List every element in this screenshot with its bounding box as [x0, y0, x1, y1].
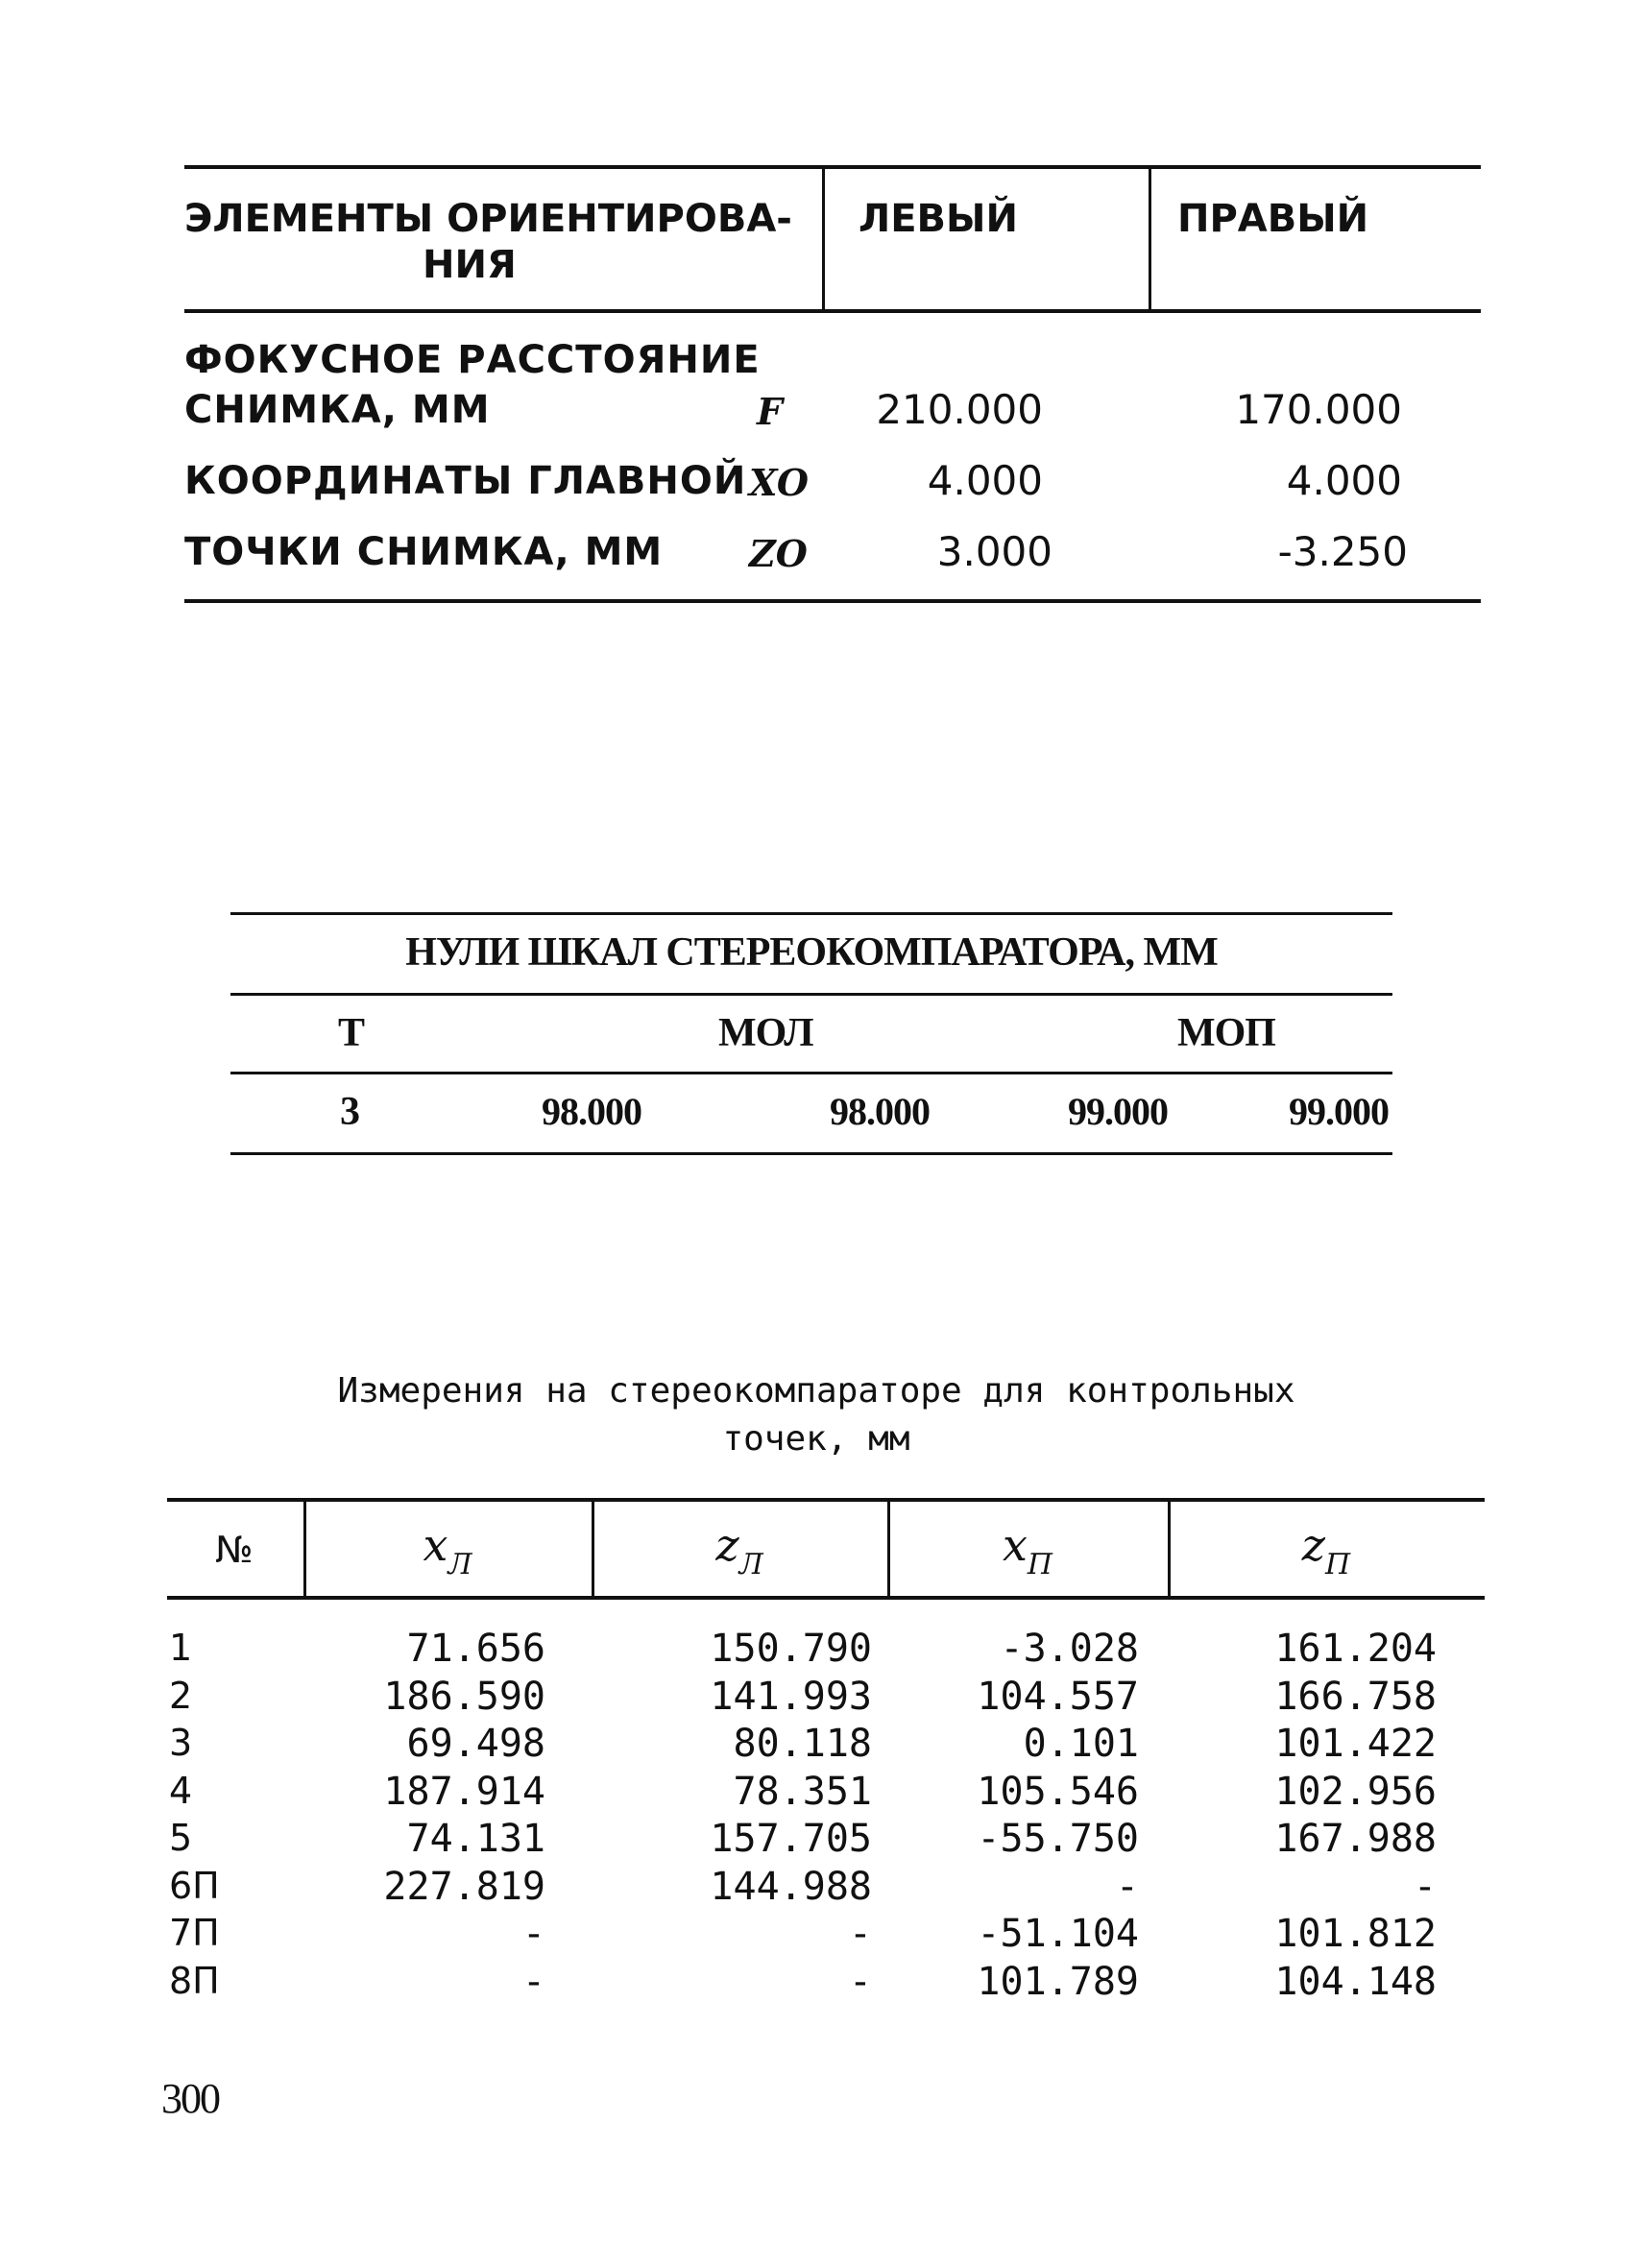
cell-x-right: 101.789 [977, 1960, 1139, 2004]
caption-line1: Измерения на стереокомпараторе для контрольных [337, 1371, 1295, 1411]
cell-x-left: 187.914 [383, 1770, 545, 1814]
header-right: ПРАВЫЙ [1177, 197, 1369, 241]
left-value: 210.000 [876, 386, 1043, 433]
cell-x-right: 0.101 [1023, 1722, 1139, 1766]
table-rule-header [184, 309, 1481, 313]
header-x-left: $x_Л$ [423, 1519, 472, 1581]
cell-x-right: -55.750 [977, 1817, 1139, 1861]
cell-z-left: - [848, 1912, 872, 1956]
cell-x-right: -3.028 [1000, 1627, 1139, 1671]
row-symbol: XO [749, 461, 809, 504]
cell-mol-2: 98.000 [830, 1090, 930, 1133]
cell-z-left: - [848, 1960, 872, 2004]
cell-z-right: 101.812 [1274, 1912, 1437, 1956]
cell-x-right: - [1115, 1865, 1139, 1909]
table-rule-header [230, 1072, 1392, 1074]
cell-x-right: 105.546 [977, 1770, 1139, 1814]
table-rule-top [230, 912, 1392, 915]
table-rule-bottom [184, 599, 1481, 603]
row-symbol: F [757, 390, 783, 433]
row-number: 7П [169, 1912, 220, 1954]
cell-z-left: 157.705 [710, 1817, 872, 1861]
right-value: -3.250 [1277, 528, 1408, 575]
cell-z-left: 141.993 [710, 1675, 872, 1719]
row-number: 6П [169, 1865, 220, 1907]
cell-z-left: 144.988 [710, 1865, 872, 1909]
cell-x-left: 227.819 [383, 1865, 545, 1909]
left-value: 4.000 [927, 457, 1043, 504]
header-z-left: $z_Л$ [715, 1519, 763, 1581]
header-x-right: $x_П$ [1002, 1519, 1053, 1581]
header-left: ЛЕВЫЙ [859, 197, 1018, 241]
left-value: 3.000 [936, 528, 1052, 575]
cell-z-left: 80.118 [733, 1722, 872, 1766]
header-elements-line2: НИЯ [423, 243, 517, 287]
row-number: 1 [169, 1627, 193, 1669]
right-value: 170.000 [1235, 386, 1402, 433]
caption-line2: точек, мм [722, 1419, 910, 1459]
row-number: 4 [169, 1770, 193, 1812]
table-rule-top [167, 1498, 1485, 1502]
header-number: № [215, 1529, 254, 1571]
header-mop: МОП [1177, 1011, 1275, 1055]
cell-t: 3 [340, 1090, 359, 1134]
cell-x-left: 74.131 [406, 1817, 545, 1861]
cell-x-right: 104.557 [977, 1675, 1139, 1719]
table-rule-bottom [230, 1152, 1392, 1155]
cell-z-right: 161.204 [1274, 1627, 1437, 1671]
cell-z-right: 167.988 [1274, 1817, 1437, 1861]
row-number: 5 [169, 1817, 193, 1859]
cell-z-right: 104.148 [1274, 1960, 1437, 2004]
table-rule-top [184, 165, 1481, 169]
cell-x-right: -51.104 [977, 1912, 1139, 1956]
row-label: ФОКУСНОЕ РАССТОЯНИЕ [184, 338, 761, 382]
cell-x-left: 186.590 [383, 1675, 545, 1719]
table-title: НУЛИ ШКАЛ СТЕРЕОКОМПАРАТОРА, ММ [405, 930, 1218, 975]
row-number: 2 [169, 1675, 193, 1717]
row-symbol: ZO [749, 532, 808, 575]
column-divider [1149, 165, 1151, 311]
table-rule-header [167, 1596, 1485, 1600]
cell-z-right: 102.956 [1274, 1770, 1437, 1814]
cell-z-right: - [1413, 1865, 1437, 1909]
header-mol: МОЛ [718, 1011, 813, 1055]
row-label: КООРДИНАТЫ ГЛАВНОЙ [184, 459, 747, 503]
row-number: 8П [169, 1960, 220, 2002]
cell-mol-1: 98.000 [542, 1090, 641, 1133]
header-z-right: $z_П$ [1301, 1519, 1351, 1581]
row-label: ТОЧКИ СНИМКА, ММ [184, 530, 664, 574]
cell-x-left: - [521, 1960, 545, 2004]
cell-mop-1: 99.000 [1068, 1090, 1168, 1133]
cell-z-left: 78.351 [733, 1770, 872, 1814]
cell-z-right: 101.422 [1274, 1722, 1437, 1766]
cell-x-left: 69.498 [406, 1722, 545, 1766]
cell-z-left: 150.790 [710, 1627, 872, 1671]
cell-mop-2: 99.000 [1289, 1090, 1389, 1133]
column-divider [822, 165, 825, 311]
header-elements-line1: ЭЛЕМЕНТЫ ОРИЕНТИРОВА- [184, 197, 792, 241]
right-value: 4.000 [1286, 457, 1402, 504]
header-t: Т [338, 1011, 365, 1055]
page-number: 300 [161, 2075, 219, 2122]
cell-z-right: 166.758 [1274, 1675, 1437, 1719]
row-number: 3 [169, 1722, 193, 1764]
cell-x-left: 71.656 [406, 1627, 545, 1671]
cell-x-left: - [521, 1912, 545, 1956]
row-label: СНИМКА, ММ [184, 388, 491, 432]
table-rule-title [230, 993, 1392, 996]
